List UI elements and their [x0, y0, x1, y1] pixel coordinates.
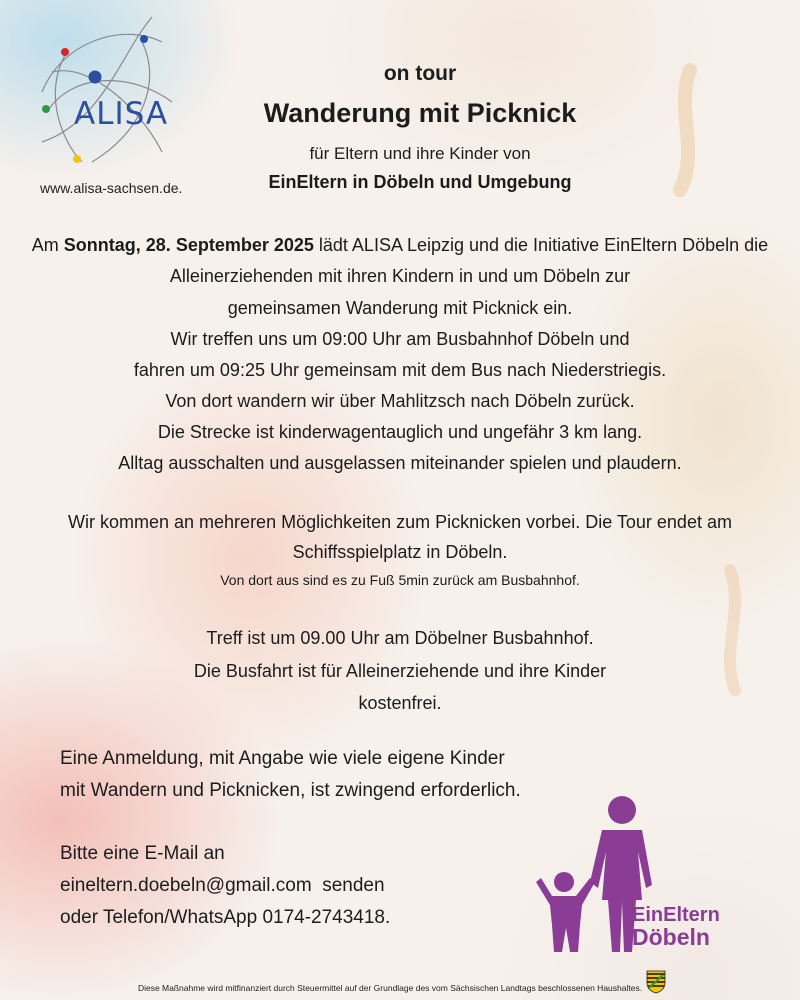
intro-suffix: lädt ALISA Leipzig und die Initiative EinEltern Döbeln die — [313, 235, 769, 255]
kicker: on tour — [383, 62, 457, 85]
intro-prefix: Am — [31, 235, 64, 255]
registration-line: Eine Anmeldung, mit Angabe wie viele eigene Kinder — [60, 748, 505, 769]
contact-phone[interactable]: oder Telefon/WhatsApp 0174-2743418. — [60, 907, 391, 928]
subtitle: für Eltern und ihre Kinder von — [309, 144, 531, 163]
watercolor-stroke — [650, 60, 720, 200]
contact-email-line — [60, 870, 385, 902]
alisa-logo[interactable] — [22, 12, 182, 172]
contact-line: Bitte eine E-Mail an — [60, 843, 225, 864]
eineltern-line1: EinEltern — [632, 904, 720, 926]
meeting-line: kostenfrei. — [358, 693, 442, 713]
picnic-note: Von dort aus sind es zu Fuß 5min zurück am Busbahnhof. — [220, 572, 580, 588]
contact-email[interactable]: eineltern.doebeln@gmail.com — [60, 875, 312, 896]
intro-line: fahren um 09:25 Uhr gemeinsam mit dem Bus nach Niederstriegis. — [133, 360, 667, 380]
registration-line: mit Wandern und Picknicken, ist zwingend erforderlich. — [60, 780, 521, 801]
intro-line: Wir treffen uns um 09:00 Uhr am Busbahnhof Döbeln und — [170, 329, 630, 349]
page-title: Wanderung mit Picknick — [263, 98, 577, 128]
funding-note: Diese Maßnahme wird mitfinanziert durch Steuermittel auf der Grundlage des vom Sächsischen Landtags beschlossenen Haushaltes. — [137, 983, 643, 993]
picnic-line: Wir kommen an mehreren Möglichkeiten zum Picknicken vorbei. Die Tour endet am — [68, 512, 732, 532]
alisa-brand: ALISA — [74, 96, 169, 132]
intro-first-line — [0, 230, 800, 261]
intro-line: gemeinsamen Wanderung mit Picknick ein. — [227, 298, 573, 318]
saxony-crest-icon — [646, 970, 666, 994]
meeting-line: Treff ist um 09.00 Uhr am Döbelner Busbahnhof. — [206, 628, 594, 648]
intro-line: Alltag ausschalten und ausgelassen miteinander spielen und plaudern. — [118, 453, 682, 473]
meeting-line: Die Busfahrt ist für Alleinerziehende und ihre Kinder — [193, 661, 607, 681]
picnic-line: Schiffsspielplatz in Döbeln. — [292, 542, 508, 562]
eineltern-wordmark — [632, 904, 720, 948]
eineltern-line2: Döbeln — [632, 924, 710, 950]
alisa-network-logo-icon — [22, 12, 182, 172]
event-date: Sonntag, 28. September 2025 — [63, 235, 314, 255]
intro-line: Alleinerziehenden mit ihren Kindern in und um Döbeln zur — [169, 266, 631, 286]
organizer: EinEltern in Döbeln und Umgebung — [268, 172, 572, 192]
intro-line: Von dort wandern wir über Mahlitzsch nach Döbeln zurück. — [165, 391, 635, 411]
alisa-url[interactable]: www.alisa-sachsen.de. — [40, 180, 183, 196]
contact-email-suffix: senden — [311, 875, 385, 896]
intro-line: Die Strecke ist kinderwagentauglich und ungefähr 3 km lang. — [157, 422, 643, 442]
